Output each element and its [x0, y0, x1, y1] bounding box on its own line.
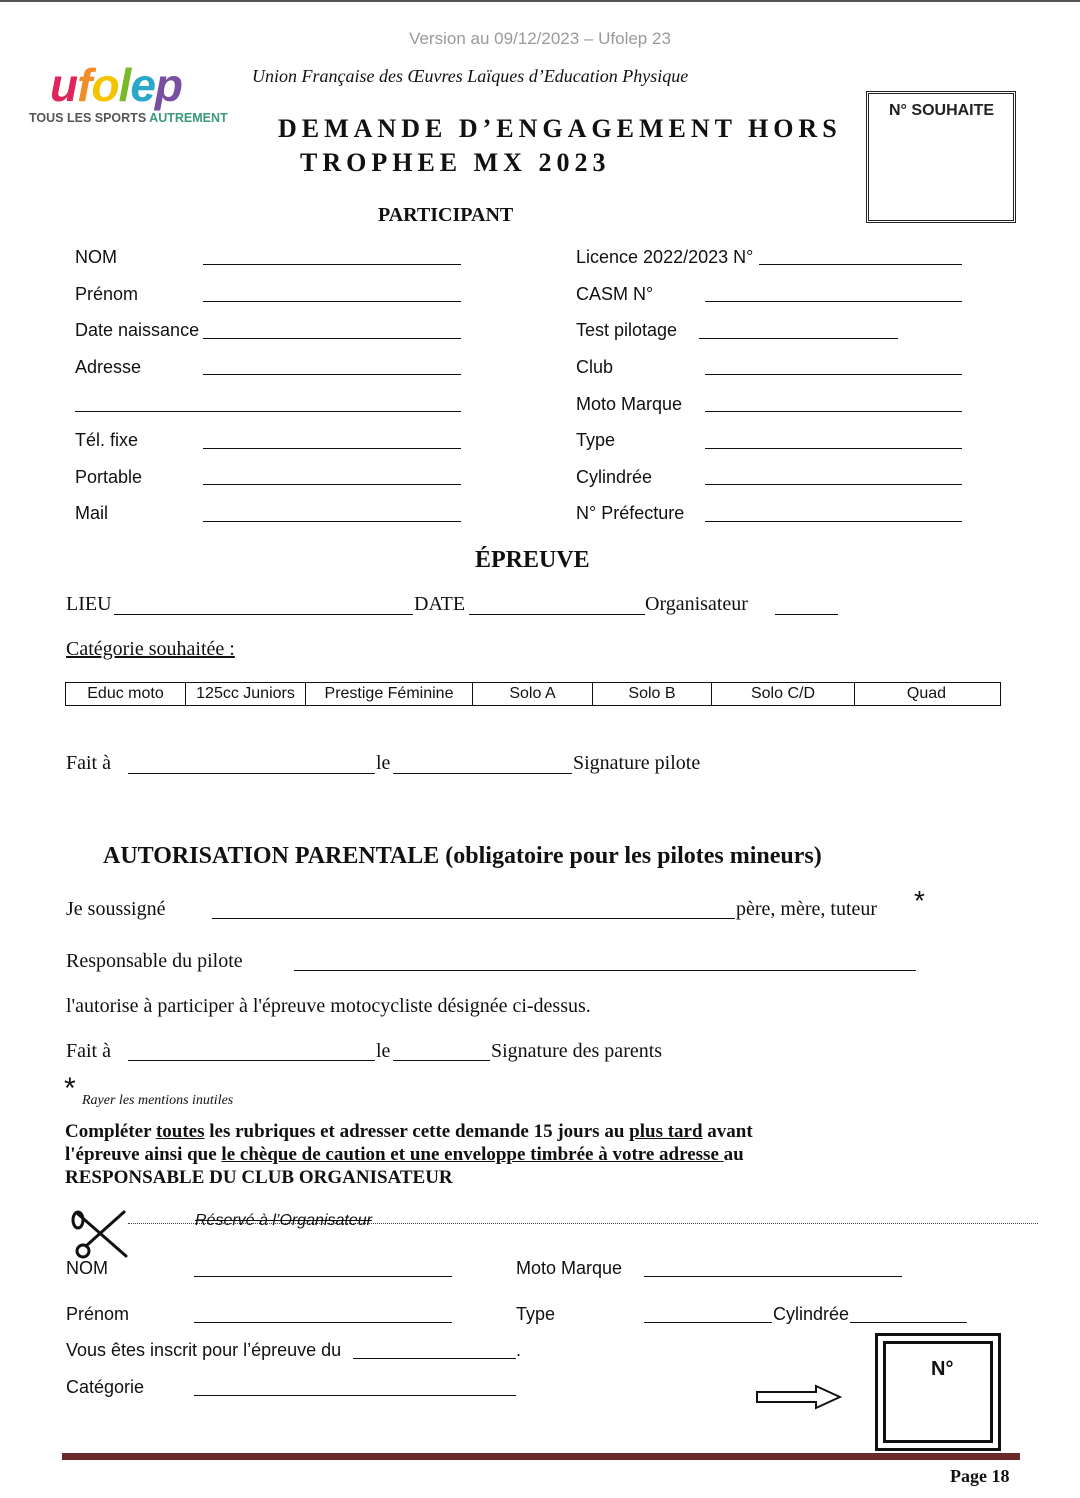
- responsable-pilote-field[interactable]: [294, 970, 916, 971]
- rayer-asterisk: *: [64, 1072, 76, 1105]
- numero-souhaite-label: N° SOUHAITE: [889, 102, 995, 119]
- categorie-125cc-juniors[interactable]: 125cc Juniors: [186, 683, 306, 705]
- categorie-solo-cd[interactable]: Solo C/D: [712, 683, 855, 705]
- autorise-text: l'autorise à participer à l'épreuve motocycliste désignée ci-dessus.: [66, 995, 591, 1017]
- adresse-label: Adresse: [75, 357, 142, 377]
- signature-parents-label: Signature des parents: [491, 1040, 663, 1062]
- test-pilotage-label: Test pilotage: [576, 320, 678, 340]
- org-type-field[interactable]: [644, 1322, 772, 1323]
- numero-box-inner: [883, 1341, 993, 1443]
- notice-text: Compléter toutes les rubriques et adresser cette demande 15 jours au plus tard avant l'épreuve ainsi que le chèque de caution et une enveloppe timbrée à votre adresse au RESPONSABLE DU CLUB ORGANISATEUR: [65, 1121, 753, 1188]
- asterisk-mark: *: [914, 885, 925, 916]
- lieu-field[interactable]: [114, 614, 413, 615]
- licence-label: Licence 2022/2023 N°: [576, 247, 754, 267]
- logo-tagline: TOUS LES SPORTS AUTREMENT: [29, 111, 228, 125]
- categorie-quad[interactable]: Quad: [906, 685, 947, 702]
- top-border: [0, 0, 1080, 2]
- categorie-solo-a[interactable]: Solo A: [473, 683, 593, 705]
- epreuve-heading: ÉPREUVE: [475, 547, 590, 573]
- nom-label: NOM: [75, 247, 117, 267]
- cylindree-label: Cylindrée: [576, 467, 653, 487]
- licence-field[interactable]: [759, 264, 962, 265]
- org-moto-marque-label: Moto Marque: [516, 1258, 623, 1278]
- adresse-field[interactable]: [203, 374, 461, 375]
- participant-heading: PARTICIPANT: [378, 204, 514, 226]
- numero-souhaite-box[interactable]: [866, 91, 1016, 223]
- form-title-line1: DEMANDE D’ENGAGEMENT HORS: [278, 114, 842, 143]
- org-cylindree-field[interactable]: [850, 1322, 967, 1323]
- fait-a-label: Fait à: [66, 752, 111, 774]
- org-categorie-label: Catégorie: [66, 1377, 145, 1397]
- arrow-right-icon: [756, 1384, 842, 1410]
- club-field[interactable]: [705, 374, 962, 375]
- autorisation-heading: AUTORISATION PARENTALE (obligatoire pour les pilotes mineurs): [103, 843, 822, 869]
- le-label: le: [376, 752, 391, 774]
- fait-a-field[interactable]: [128, 773, 375, 774]
- signature-pilote-label: Signature pilote: [573, 752, 701, 774]
- inscrit-dot: .: [516, 1340, 522, 1360]
- org-categorie-field[interactable]: [194, 1395, 516, 1396]
- footer-bar: [62, 1453, 1020, 1460]
- cylindree-field[interactable]: [705, 484, 962, 485]
- org-prenom-field[interactable]: [194, 1322, 452, 1323]
- prenom-label: Prénom: [75, 284, 139, 304]
- prefecture-label: N° Préfecture: [576, 503, 685, 523]
- rayer-note: Rayer les mentions inutiles: [82, 1093, 234, 1108]
- org-moto-marque-field[interactable]: [644, 1276, 902, 1277]
- date-field[interactable]: [469, 614, 645, 615]
- responsable-pilote-label: Responsable du pilote: [66, 950, 243, 972]
- organisateur-field[interactable]: [775, 614, 838, 615]
- test-pilotage-field[interactable]: [699, 338, 898, 339]
- numero-attribue-box[interactable]: [875, 1333, 1001, 1451]
- reserve-organisateur-label: Réservé à l’Organisateur: [195, 1212, 372, 1229]
- type-label: Type: [576, 430, 616, 450]
- form-title-line2: TROPHEE MX 2023: [300, 148, 611, 177]
- parent-fait-a-label: Fait à: [66, 1040, 111, 1062]
- org-nom-field[interactable]: [194, 1276, 452, 1277]
- categorie-souhaitee-label: Catégorie souhaitée :: [66, 638, 235, 660]
- je-soussigne-field[interactable]: [212, 918, 735, 919]
- prenom-field[interactable]: [203, 301, 461, 302]
- adresse-field-2[interactable]: [75, 411, 461, 412]
- prefecture-field[interactable]: [705, 521, 962, 522]
- moto-marque-field[interactable]: [705, 411, 962, 412]
- inscrit-epreuve-field[interactable]: [353, 1358, 516, 1359]
- casm-label: CASM N°: [576, 284, 654, 304]
- categorie-table: [65, 682, 1001, 706]
- date-naissance-label: Date naissance: [75, 320, 200, 340]
- mail-label: Mail: [75, 503, 109, 523]
- parent-fait-a-field[interactable]: [128, 1060, 375, 1061]
- categorie-solo-b[interactable]: Solo B: [593, 683, 712, 705]
- categorie-prestige-feminine[interactable]: Prestige Féminine: [306, 683, 473, 705]
- mail-field[interactable]: [203, 521, 461, 522]
- organisation-name: Union Française des Œuvres Laïques d’Education Physique: [252, 66, 689, 86]
- pere-mere-tuteur-label: père, mère, tuteur: [736, 898, 878, 920]
- le-field[interactable]: [393, 773, 572, 774]
- je-soussigne-label: Je soussigné: [66, 898, 166, 920]
- scissors-icon: [70, 1206, 132, 1264]
- parent-le-label: le: [376, 1040, 391, 1062]
- lieu-label: LIEU: [66, 593, 112, 615]
- parent-le-field[interactable]: [393, 1060, 490, 1061]
- nom-field[interactable]: [203, 264, 461, 265]
- casm-field[interactable]: [705, 301, 962, 302]
- date-naissance-field[interactable]: [203, 338, 461, 339]
- portable-label: Portable: [75, 467, 143, 487]
- org-prenom-label: Prénom: [66, 1304, 130, 1324]
- page-number: Page 18: [950, 1466, 1010, 1486]
- org-nom-label: NOM: [66, 1258, 108, 1278]
- inscrit-epreuve-label: Vous êtes inscrit pour l’épreuve du: [66, 1340, 342, 1360]
- org-cylindree-label: Cylindrée: [773, 1304, 850, 1324]
- version-text: Version au 09/12/2023 – Ufolep 23: [409, 29, 671, 48]
- tel-fixe-field[interactable]: [203, 448, 461, 449]
- club-label: Club: [576, 357, 614, 377]
- org-type-label: Type: [516, 1304, 556, 1324]
- date-label: DATE: [414, 593, 466, 615]
- categorie-educ-moto[interactable]: Educ moto: [66, 683, 186, 705]
- moto-marque-label: Moto Marque: [576, 394, 683, 414]
- numero-label: N°: [931, 1358, 954, 1380]
- ufolep-logo: ufolep: [50, 59, 183, 111]
- organisateur-label: Organisateur: [645, 593, 748, 615]
- type-field[interactable]: [705, 448, 962, 449]
- tel-fixe-label: Tél. fixe: [75, 430, 139, 450]
- portable-field[interactable]: [203, 484, 461, 485]
